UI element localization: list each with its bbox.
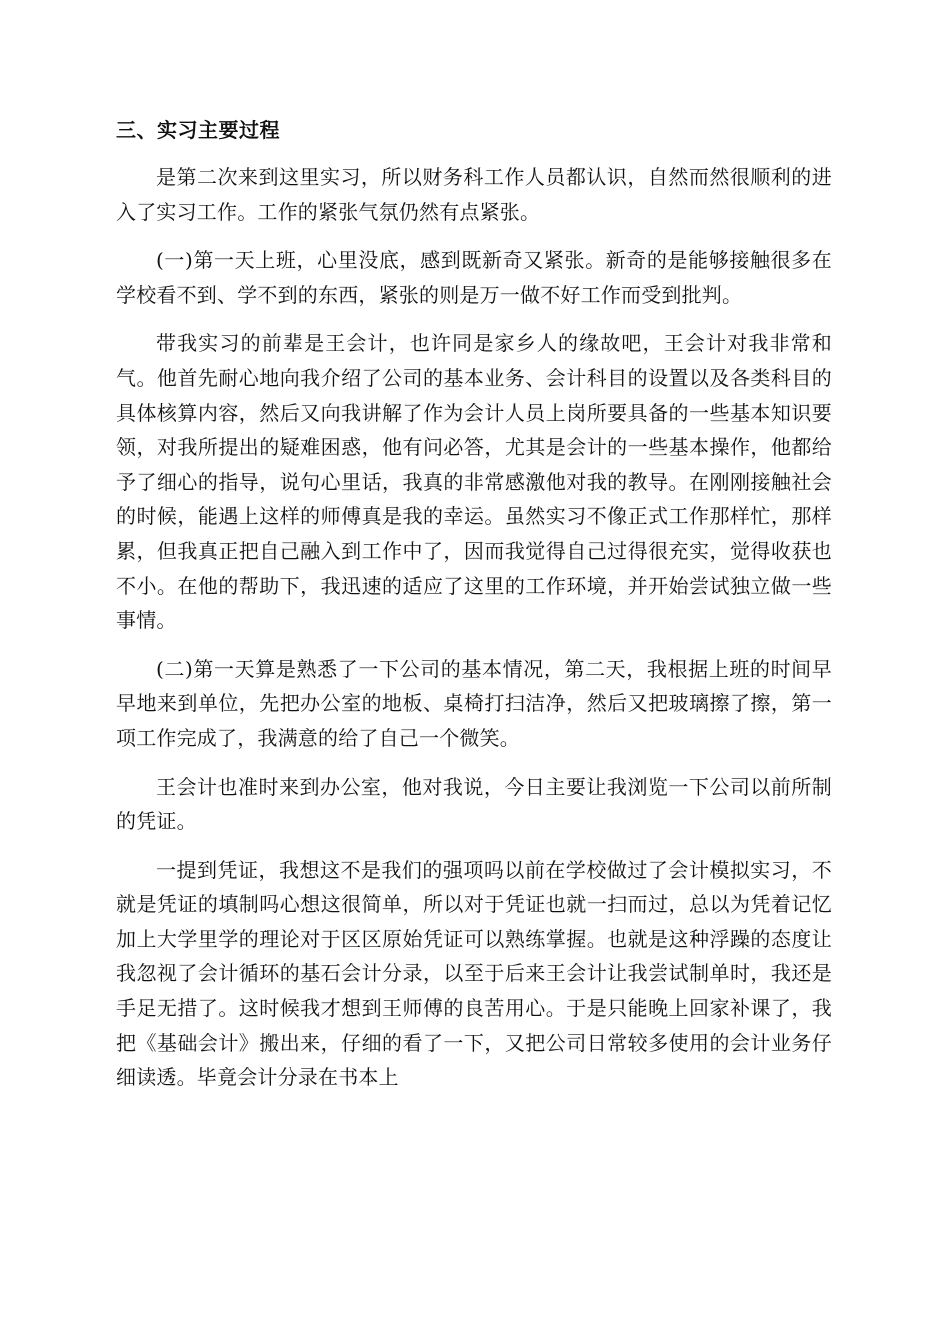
section-heading: 三、实习主要过程 xyxy=(116,118,280,142)
paragraph-6: 一提到凭证，我想这不是我们的强项吗以前在学校做过了会计模拟实习，不就是凭证的填制吗心想这很简单，所以对于凭证也就一扫而过，总以为凭着记忆加上大学里学的理论对于区区原始凭证可以熟练掌握。也就是这种浮躁的态度让我忽视了会计循环的基石会计分录，以至于后来王会计让我尝试制单时，我还是手足无措了。这时候我才想到王师傅的良苦用心。于是只能晚上回家补课了，我把《基础会计》搬出来，仔细的看了一下，又把公司日常较多使用的会计业务仔细读透。毕竟会计分录在书本上 xyxy=(116,857,832,1090)
paragraph-2: (一)第一天上班，心里没底，感到既新奇又紧张。新奇的是能够接触很多在学校看不到、学不到的东西，紧张的则是万一做不好工作而受到批判。 xyxy=(116,248,832,307)
paragraph-1: 是第二次来到这里实习，所以财务科工作人员都认识，自然而然很顺利的进入了实习工作。工作的紧张气氛仍然有点紧张。 xyxy=(116,165,832,224)
paragraph-5: 王会计也准时来到办公室，他对我说，今日主要让我浏览一下公司以前所制的凭证。 xyxy=(116,774,832,834)
paragraph-3: 带我实习的前辈是王会计，也许同是家乡人的缘故吧，王会计对我非常和气。他首先耐心地向我介绍了公司的基本业务、会计科目的设置以及各类科目的具体核算内容，然后又向我讲解了作为会计人员上岗所要具备的一些基本知识要领，对我所提出的疑难困惑，他有问必答，尤其是会计的一些基本操作，他都给予了细心的指导，说句心里话，我真的非常感激他对我的教导。在刚刚接触社会的时候，能遇上这样的师傅真是我的幸运。虽然实习不像正式工作那样忙，那样累，但我真正把自己融入到工作中了，因而我觉得自己过得很充实，觉得收获也不小。在他的帮助下，我迅速的适应了这里的工作环境，并开始尝试独立做一些事情。 xyxy=(116,331,832,633)
document-page xyxy=(116,112,832,1109)
paragraph-4: (二)第一天算是熟悉了一下公司的基本情况，第二天，我根据上班的时间早早地来到单位，先把办公室的地板、桌椅打扫洁净，然后又把玻璃擦了擦，第一项工作完成了，我满意的给了自己一个微笑。 xyxy=(116,656,832,750)
